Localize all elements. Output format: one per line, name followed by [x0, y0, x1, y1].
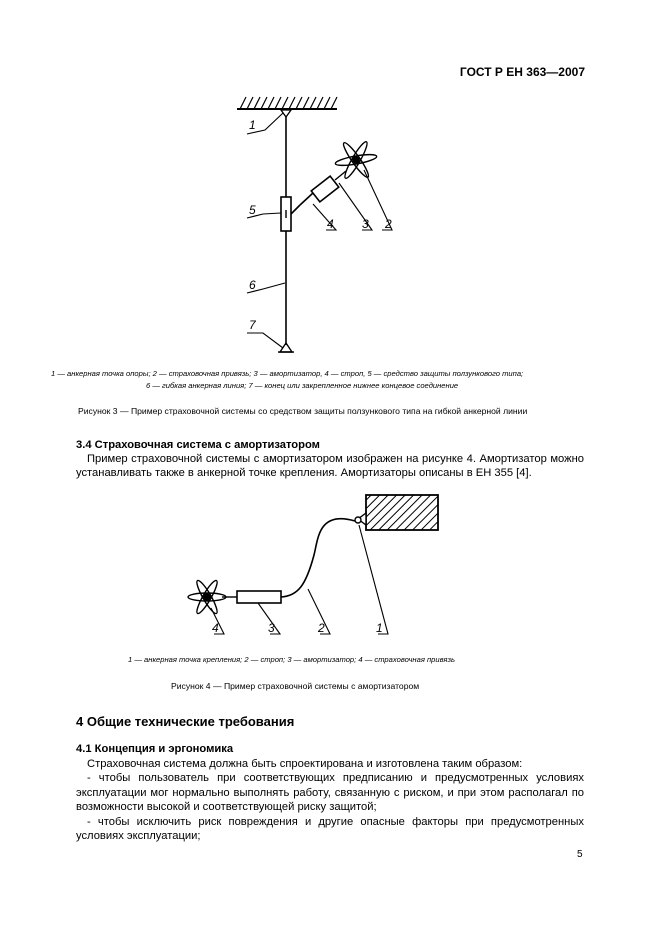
document-header-code: ГОСТ Р ЕН 363—2007 — [459, 65, 585, 79]
fig3-label-5: 5 — [249, 203, 256, 217]
fig3-label-3: 3 — [362, 217, 369, 231]
page-number: 5 — [577, 849, 583, 860]
full-body-harness-symbol — [188, 579, 226, 616]
fig4-label-1: 1 — [376, 621, 383, 635]
figure-3-legend-line-1: 1 — анкерная точка опоры; 2 — страховочная привязь; 3 — амортизатор, 4 — строп, 5 — средство защиты ползункового типа; — [51, 369, 524, 378]
fig3-label-6: 6 — [249, 278, 256, 292]
section-3-4-heading: 3.4 Страховочная система с амортизатором — [76, 439, 320, 451]
section-4-1-bullet-1: - чтобы пользователь при соответствующих предписанию и предусмотренных условиях эксплуатации мог нормально выполнять работу, связанную с риском, и при этом располагал по возможности высокой и соответствующей риску защитой; — [76, 772, 584, 814]
fig3-label-2: 2 — [385, 217, 392, 231]
section-4-1-heading: 4.1 Концепция и эргономика — [76, 743, 234, 755]
fig3-label-7: 7 — [249, 318, 256, 332]
figure-3-legend-line-2: 6 — гибкая анкерная линия; 7 — конец или закрепленное нижнее концевое соединение — [146, 381, 459, 390]
figure-4-caption: Рисунок 4 — Пример страховочной системы с амортизатором — [171, 681, 420, 691]
fig4-label-4: 4 — [212, 621, 219, 635]
anchor-point-connector — [355, 513, 366, 525]
leader-1 — [359, 525, 388, 634]
section-4-1-body — [76, 757, 584, 843]
fig3-label-1: 1 — [249, 118, 256, 132]
energy-absorber — [237, 591, 281, 603]
section-3-4-paragraph: Пример страховочной системы с амортизатором изображен на рисунке 4. Амортизатор можно устанавливать также в анкерной точке крепления. Амортизаторы описаны в ЕН 355 [4]. — [76, 453, 584, 480]
section-4-heading: 4 Общие технические требования — [76, 714, 295, 729]
section-4-1-bullet-2: - чтобы исключить риск повреждения и другие опасные факторы при предусмотренных условиях эксплуатации; — [76, 815, 584, 843]
figure-4-legend: 1 — анкерная точка крепления; 2 — строп; 3 — амортизатор; 4 — страховочная привязь — [128, 655, 455, 664]
lanyard-curve — [281, 519, 355, 597]
anchor-structure — [366, 495, 438, 530]
fig3-label-4: 4 — [327, 217, 334, 231]
figure-3-caption: Рисунок 3 — Пример страховочной системы со средством защиты ползункового типа на гибкой анкерной линии — [78, 406, 528, 416]
fig4-label-3: 3 — [268, 621, 275, 635]
section-4-1-intro: Страховочная система должна быть спроектирована и изготовлена таким образом: — [87, 758, 523, 770]
fig4-label-2: 2 — [318, 621, 325, 635]
